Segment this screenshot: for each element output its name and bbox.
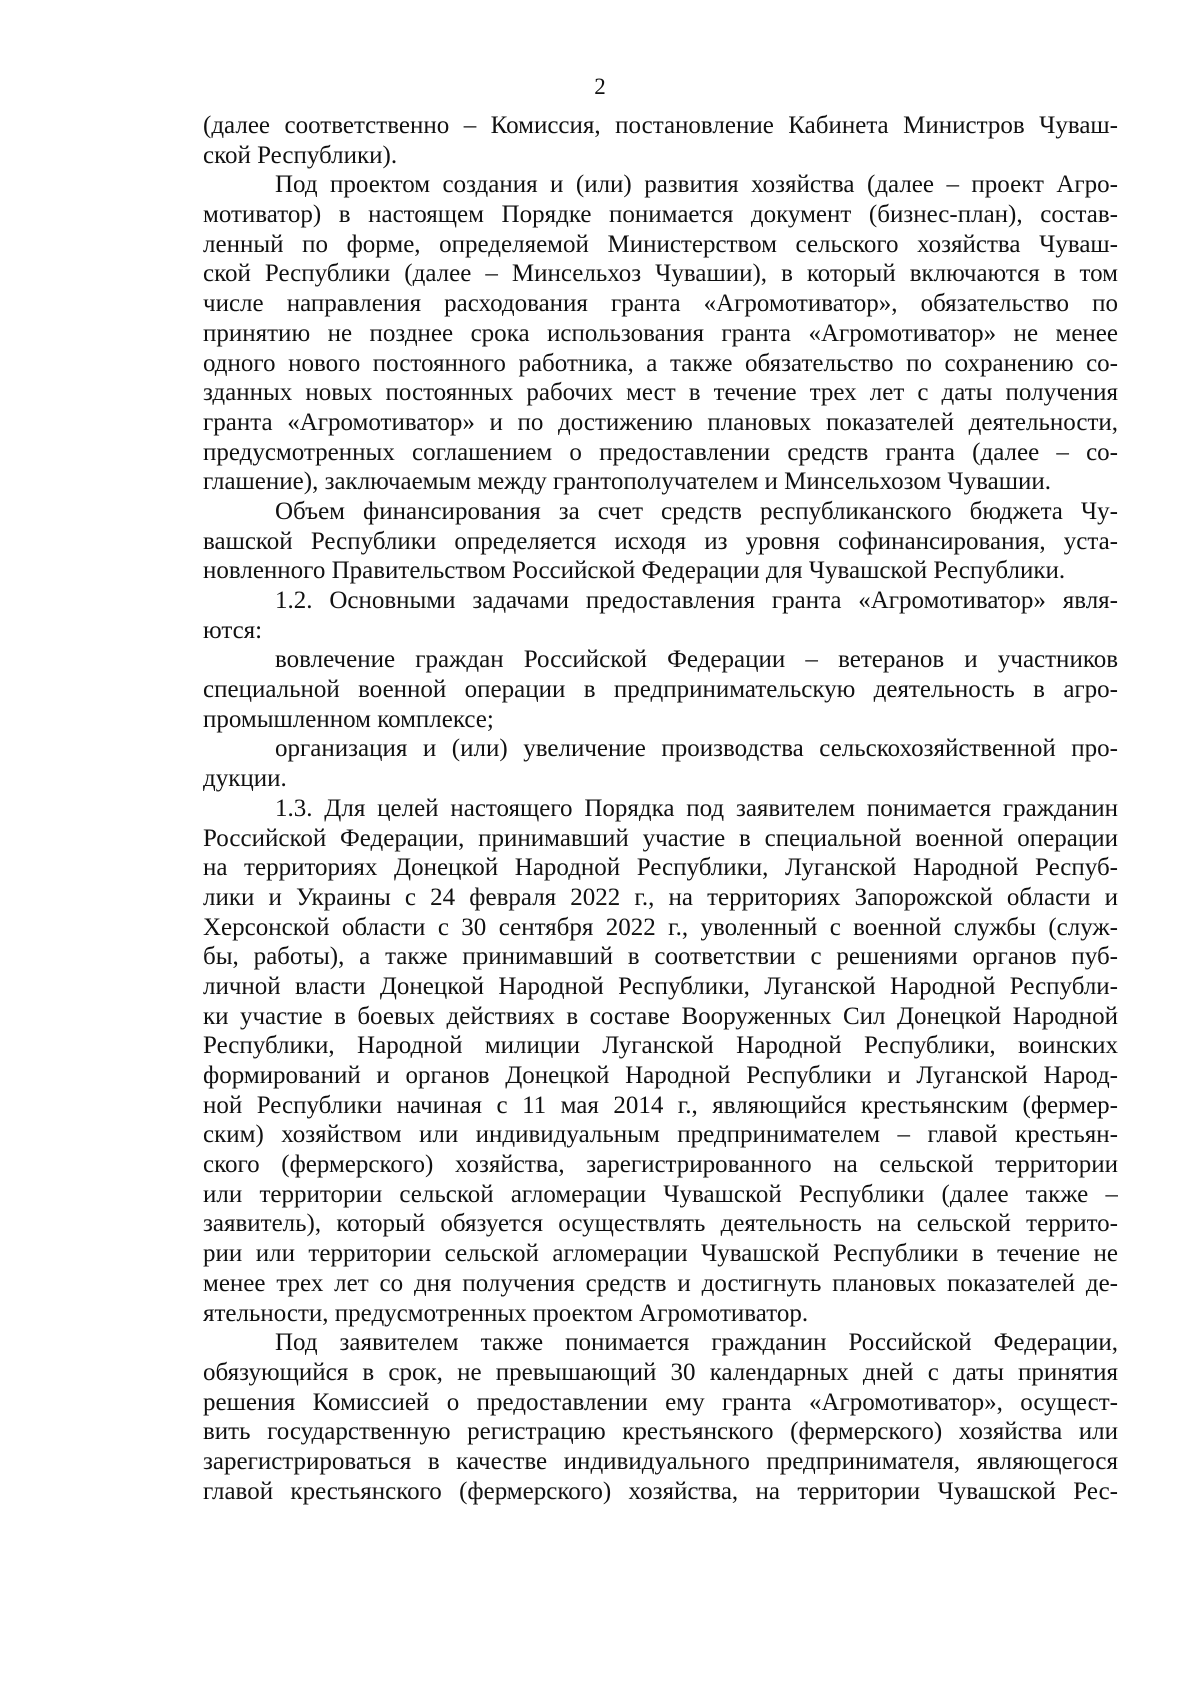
text-line: решения Комиссией о предоставлении ему гранта «Агромотиватор», осущест-	[203, 1388, 1118, 1416]
text-line: (далее соответственно – Комиссия, постановление Кабинета Министров Чуваш-	[203, 112, 1118, 139]
text-line: организация и (или) увеличение производства сельскохозяйственной про-	[275, 735, 1118, 763]
text-line: вовлечение граждан Российской Федерации – ветеранов и участников	[275, 646, 1118, 674]
text-line: ются:	[203, 616, 263, 644]
text-line: мотиватор) в настоящем Порядке понимается документ (бизнес-план), состав-	[203, 201, 1118, 229]
document-body	[203, 111, 1118, 1506]
text-line: 1.2. Основными задачами предоставления гранта «Агромотиватор» явля-	[275, 587, 1118, 614]
text-line: дукции.	[203, 765, 287, 793]
text-line: Российской Федерации, принимавший участие в специальной военной операции	[203, 824, 1118, 852]
text-line: вить государственную регистрацию крестьянского (фермерского) хозяйства или	[203, 1418, 1118, 1446]
text-line: Республики, Народной милиции Луганской Народной Республики, воинских	[203, 1032, 1118, 1060]
text-line: ленный по форме, определяемой Министерством сельского хозяйства Чуваш-	[203, 230, 1118, 258]
text-line: одного нового постоянного работника, а также обязательство по сохранению со-	[203, 349, 1118, 377]
text-line: Под заявителем также понимается гражданин Российской Федерации,	[275, 1329, 1118, 1357]
page-number: 2	[594, 74, 606, 99]
text-line: ятельности, предусмотренных проектом Агромотиватор.	[203, 1299, 809, 1327]
text-line: ской Республики).	[203, 141, 398, 169]
text-line: числе направления расходования гранта «Агромотиватор», обязательство по	[203, 290, 1118, 318]
text-line: обязующийся в срок, не превышающий 30 календарных дней с даты принятия	[203, 1358, 1118, 1386]
text-line: 1.3. Для целей настоящего Порядка под заявителем понимается гражданин	[275, 794, 1118, 822]
text-line: или территории сельской агломерации Чувашской Республики (далее также –	[203, 1180, 1118, 1208]
text-line: промышленном комплексе;	[203, 705, 494, 733]
text-line: Под проектом создания и (или) развития хозяйства (далее – проект Агро-	[275, 171, 1118, 199]
text-line: гранта «Агромотиватор» и по достижению плановых показателей деятельности,	[203, 408, 1118, 436]
text-line: зданных новых постоянных рабочих мест в течение трех лет с даты получения	[203, 379, 1118, 407]
text-line: бы, работы), а также принимавший в соответствии с решениями органов пуб-	[203, 943, 1118, 971]
text-line: ского (фермерского) хозяйства, зарегистрированного на сельской территории	[203, 1151, 1118, 1179]
text-line: Херсонской области с 30 сентября 2022 г., уволенный с военной службы (служ-	[203, 913, 1118, 941]
text-line: вашской Республики определяется исходя из уровня софинансирования, уста-	[203, 527, 1118, 555]
text-line: заявитель), который обязуется осуществлять деятельность на сельской террито-	[203, 1210, 1118, 1238]
text-line: менее трех лет со дня получения средств и достигнуть плановых показателей де-	[203, 1269, 1118, 1297]
text-line: ским) хозяйством или индивидуальным предпринимателем – главой крестьян-	[203, 1121, 1118, 1149]
text-line: ской Республики (далее – Минсельхоз Чувашии), в который включаются в том	[203, 260, 1118, 288]
text-line: личной власти Донецкой Народной Республики, Луганской Народной Республи-	[203, 972, 1118, 1000]
text-line: зарегистрироваться в качестве индивидуального предпринимателя, являющегося	[203, 1447, 1118, 1475]
text-line: специальной военной операции в предпринимательскую деятельность в агро-	[203, 676, 1118, 704]
text-line: лики и Украины с 24 февраля 2022 г., на территориях Запорожской области и	[203, 883, 1118, 911]
text-line: главой крестьянского (фермерского) хозяйства, на территории Чувашской Рес-	[203, 1477, 1118, 1505]
text-line: предусмотренных соглашением о предоставлении средств гранта (далее – со-	[203, 438, 1118, 466]
text-line: новленного Правительством Российской Федерации для Чувашской Республики.	[203, 557, 1066, 585]
text-line: Объем финансирования за счет средств республиканского бюджета Чу-	[275, 497, 1118, 525]
text-line: ной Республики начиная с 11 мая 2014 г., являющийся крестьянским (фермер-	[203, 1091, 1118, 1119]
text-line: ки участие в боевых действиях в составе Вооруженных Сил Донецкой Народной	[203, 1002, 1118, 1030]
text-line: формирований и органов Донецкой Народной Республики и Луганской Народ-	[203, 1062, 1118, 1089]
text-line: принятию не позднее срока использования гранта «Агромотиватор» не менее	[203, 319, 1118, 347]
text-line: на территориях Донецкой Народной Республики, Луганской Народной Респуб-	[203, 854, 1118, 882]
text-line: рии или территории сельской агломерации Чувашской Республики в течение не	[203, 1240, 1118, 1268]
text-line: глашение), заключаемым между грантополучателем и Минсельхозом Чувашии.	[203, 468, 1051, 496]
